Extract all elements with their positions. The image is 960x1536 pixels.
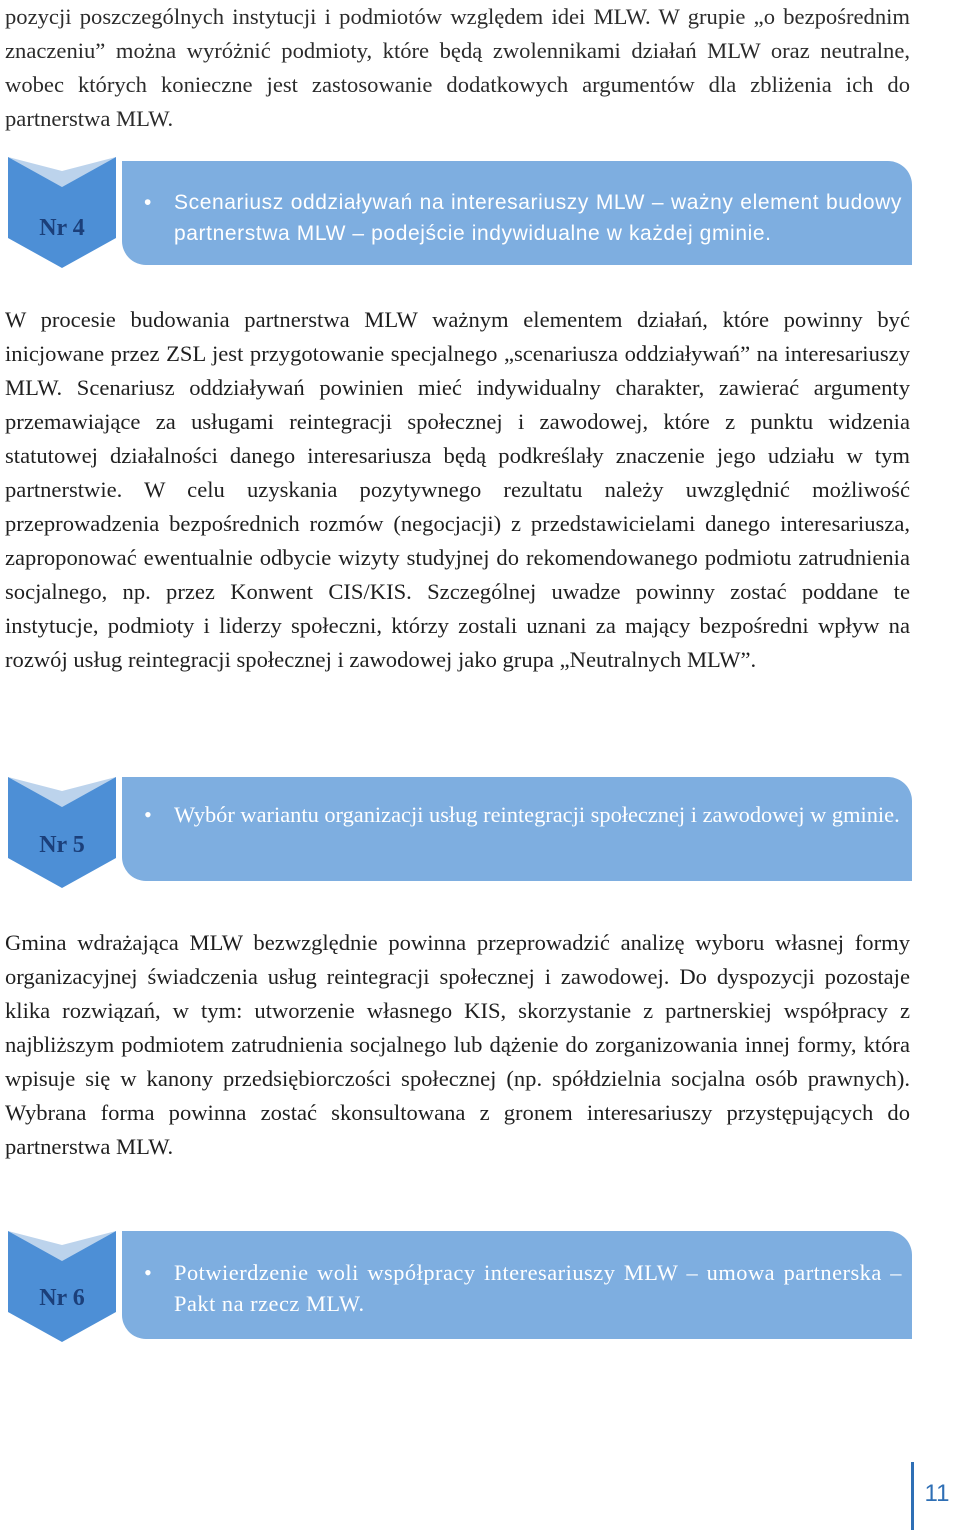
step-box: [122, 777, 912, 881]
step-callout-nr6: [0, 1231, 914, 1343]
bullet-icon: •: [144, 191, 152, 214]
step-label: Nr 5: [39, 832, 85, 858]
step-text: Potwierdzenie woli współpracy interesariuszy MLW – umowa partnerska – Pakt na rzecz MLW.: [174, 1260, 902, 1316]
step-bullet: [144, 187, 902, 249]
chevron-marker-icon: [8, 157, 116, 268]
step-text: Wybór wariantu organizacji usług reintegracji społecznej i zawodowej w gminie.: [174, 802, 900, 827]
gmina-paragraph: Gmina wdrażająca MLW bezwzględnie powinna przeprowadzić analizę wyboru własnej formy organizacyjnej świadczenia usług reintegracji społecznej i zawodowej. Do dyspozycji pozostaje klika rozwiązań, w tym: utworzenie własnego KIS, skorzystanie z partnerskiej współpracy z najbliższym podmiotem zatrudnienia socjalnego lub dążenie do zorganizowania innej formy, która wpisuje się w kanony przedsiębiorczości społecznej (np. spółdzielnia socjalna osób prawnych). Wybrana forma powinna zostać skonsultowana z gronem interesariuszy przystępujących do partnerstwa MLW.: [5, 930, 910, 1159]
step-bullet: [144, 1257, 902, 1319]
step-text: Scenariusz oddziaływań na interesariuszy MLW – ważny element budowy partnerstwa MLW – podejście indywidualne w każdej gminie.: [174, 191, 902, 245]
bullet-icon: •: [144, 802, 152, 827]
step-label: Nr 6: [39, 1285, 85, 1311]
step-box: [122, 1231, 912, 1339]
bullet-icon: •: [144, 1260, 153, 1285]
step-callout-nr5: [0, 777, 914, 889]
scenario-paragraph: W procesie budowania partnerstwa MLW ważnym elementem działań, które powinny być inicjowane przez ZSL jest przygotowanie specjalnego „scenariusza oddziaływań” na interesariuszy MLW. Scenariusz oddziaływań powinien mieć indywidualny charakter, zawierać argumenty przemawiające za usługami reintegracji społecznej i zawodowej, które z punktu widzenia statutowej działalności danego interesariusza będą podkreślały znaczenie jego udziału w tym partnerstwie. W celu uzyskania pozytywnego rezultatu należy uwzględnić możliwość przeprowadzenia bezpośrednich rozmów (negocjacji) z przedstawicielami danego interesariusza, zaproponować ewentualnie odbycie wizyty studyjnej do rekomendowanego podmiotu zatrudnienia socjalnego, np. przez Konwent CIS/KIS. Szczególnej uwadze powinny zostać poddane te instytucje, podmioty i liderzy społeczni, którzy zostali uznani za mający bezpośredni wpływ na rozwój usług reintegracji społecznej i zawodowej jako grupa „Neutralnych MLW”.: [5, 307, 910, 672]
step-label: Nr 4: [39, 215, 85, 241]
step-box: [122, 161, 912, 265]
intro-paragraph: pozycji poszczególnych instytucji i podmiotów względem idei MLW. W grupie „o bezpośrednim znaczeniu” można wyróżnić podmioty, które będą zwolennikami działań MLW oraz neutralne, wobec których konieczne jest zastosowanie dodatkowych argumentów dla zbliżenia ich do partnerstwa MLW.: [5, 4, 910, 131]
step-bullet: [144, 799, 902, 830]
page-number: 11: [924, 1480, 950, 1507]
step-callout-nr4: [0, 157, 914, 269]
